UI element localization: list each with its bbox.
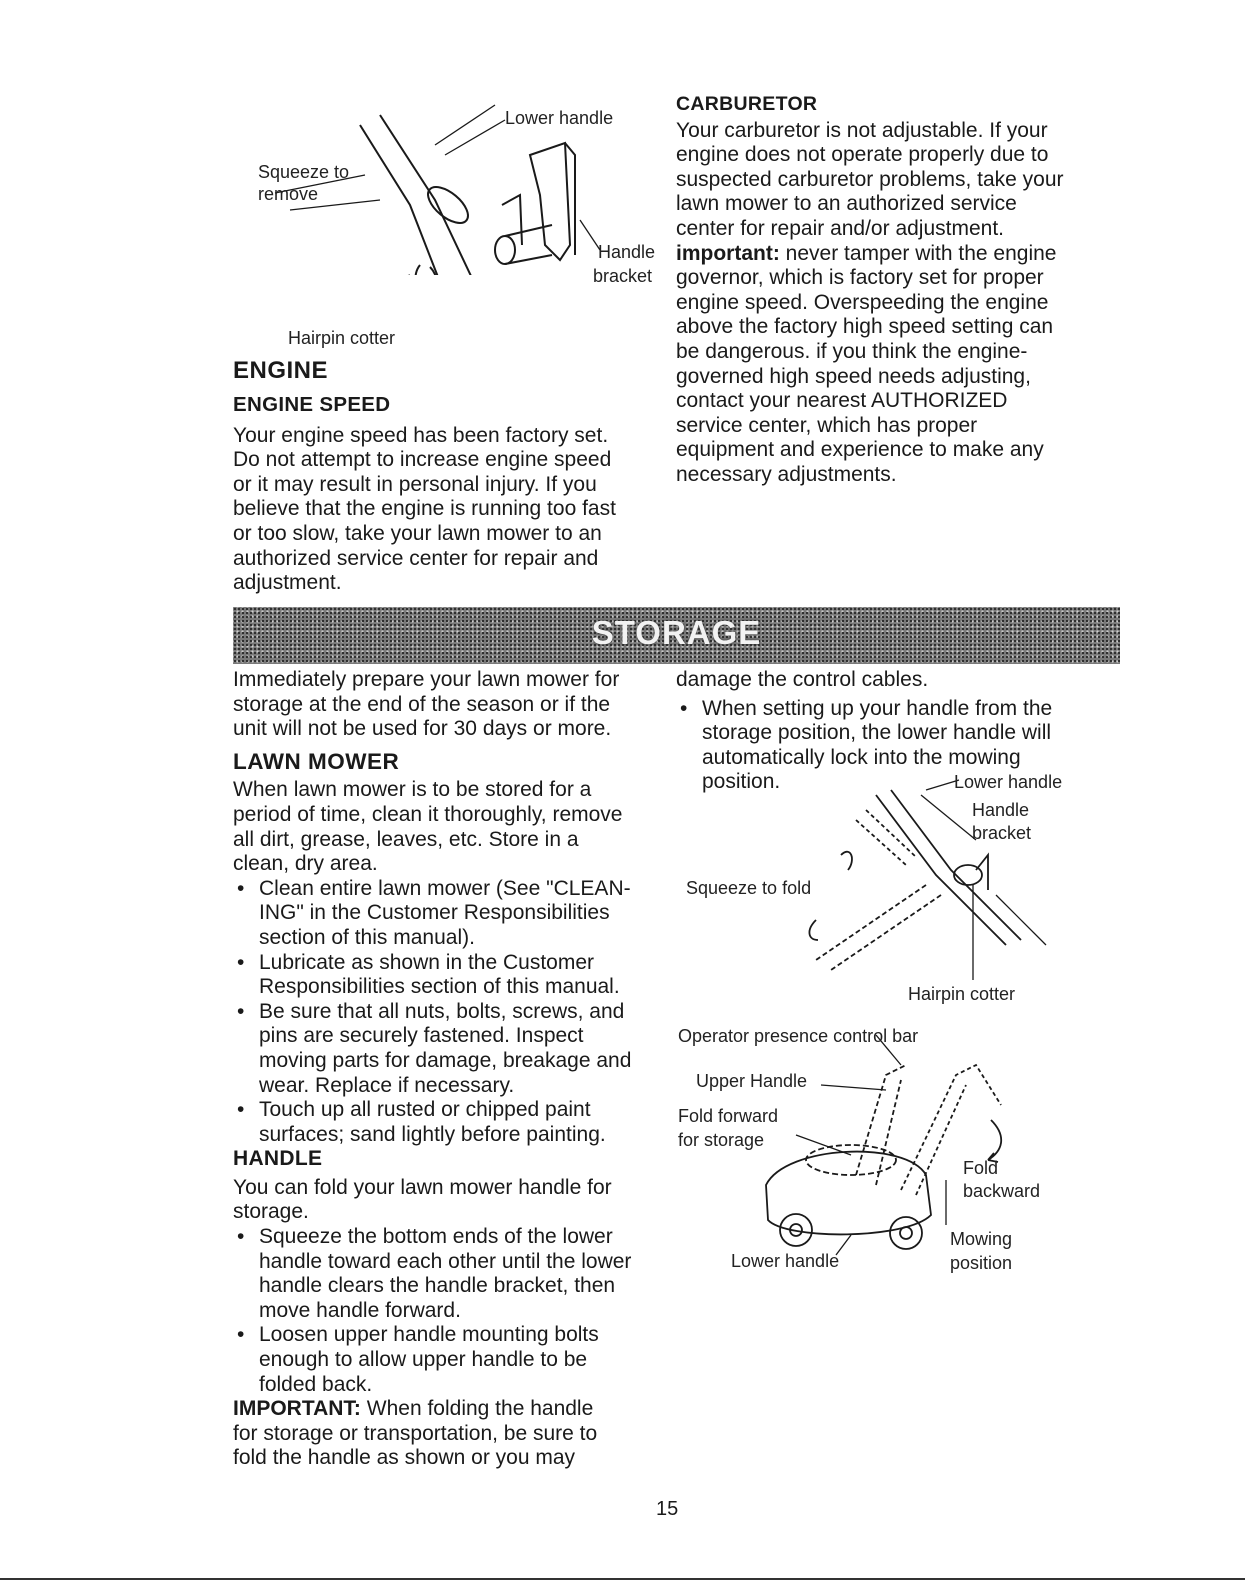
bullet-line: folded back. [259,1372,373,1396]
engine-line: Do not attempt to increase engine speed [233,448,612,472]
bullet-line: move handle forward. [259,1298,461,1322]
bullet-line: Responsibilities section of this manual. [259,975,620,999]
handle-line: storage. [233,1200,309,1224]
carburetor-line: be dangerous. if you think the engine- [676,339,1028,363]
engine-line: believe that the engine is running too fast [233,497,616,521]
important-text: never tamper with the engine [779,241,1057,265]
lawn-mower-line: When lawn mower is to be stored for a [233,778,592,802]
important-text: When folding the handle [360,1397,594,1421]
bullet-line: handle clears the handle bracket, then [259,1274,616,1298]
squeeze-label-1: Squeeze to [258,162,350,182]
mowing-position-label-2: position [950,1253,1013,1273]
mower-lower-handle-label: Lower handle [731,1251,840,1271]
carburetor-important [676,242,1116,267]
list-item [233,1323,663,1397]
lawn-mower-line: period of time, clean it thoroughly, remove [233,802,623,826]
page-number: 15 [656,1498,679,1520]
carburetor-line: above the factory high speed setting can [676,315,1054,339]
carburetor-line: contact your nearest AUTHORIZED [676,389,1008,413]
bullet-line: • Loosen upper handle mounting bolts [259,1323,599,1347]
bullet-line: • When setting up your handle from the [702,696,1053,720]
handle-important [233,1397,663,1422]
storage-banner-title: STORAGE [591,614,762,651]
carburetor-line: center for repair and/or adjustment. [676,216,1005,240]
squeeze-label-2: remove [258,184,319,204]
bullet-line: ING" in the Customer Responsibilities [259,901,610,925]
fold-forward-label-1: Fold forward [678,1106,779,1126]
list-item [233,877,663,951]
figure-mower-fold [676,1025,1116,1295]
bullet-line: • Clean entire lawn mower (See "CLEAN- [259,876,631,900]
bullet-line: handle toward each other until the lower [259,1249,632,1273]
fold-backward-label-2: backward [963,1181,1041,1201]
mowing-position-label-1: Mowing [950,1229,1013,1249]
fold-lower-handle-label: Lower handle [954,772,1063,792]
handle-heading: HANDLE [233,1147,323,1171]
bullet-line: surfaces; sand lightly before painting. [259,1122,606,1146]
list-item [233,1000,663,1098]
handle-line: for storage or transportation, be sure to [233,1421,598,1445]
handle-bracket-label-1: Handle [598,242,656,262]
lawn-mower-bullets [233,877,663,1148]
bullet-line: • Lubricate as shown in the Customer [259,950,595,974]
handle-bullets [233,1225,663,1397]
carburetor-line: Your carburetor is not adjustable. If your [676,118,1048,142]
carburetor-line: governor, which is factory set for proper [676,266,1044,290]
bullet-line: automatically lock into the mowing [702,745,1021,769]
storage-left-column [233,668,663,1471]
fold-forward-label-2: for storage [678,1130,765,1150]
squeeze-to-fold-label: Squeeze to fold [686,878,812,898]
list-item [233,1098,663,1147]
upper-handle-label: Upper Handle [696,1071,808,1091]
continuation-line: damage the control cables. [676,668,929,691]
carburetor-line: lawn mower to an authorized service [676,192,1017,216]
carburetor-line: equipment and experience to make any [676,438,1044,462]
bullet-line: enough to allow upper handle to be [259,1348,588,1372]
storage-intro-line: unit will not be used for 30 days or more. [233,717,612,741]
lawn-mower-heading: LAWN MOWER [233,748,400,774]
bullet-line: wear. Replace if necessary. [259,1073,515,1097]
page-bottom-rule [0,1578,1245,1580]
engine-line: or too slow, take your lawn mower to an [233,521,602,545]
engine-line: Your engine speed has been factory set. [233,423,609,447]
bullet-line: moving parts for damage, breakage and [259,1048,632,1072]
bullet-line: • Be sure that all nuts, bolts, screws, and [259,999,625,1023]
storage-intro-line: Immediately prepare your lawn mower for [233,668,620,691]
engine-section [233,359,663,384]
list-item [233,951,663,1000]
fold-handle-bracket-label-1: Handle [972,800,1030,820]
bullet-line: section of this manual). [259,925,475,949]
carburetor-heading: CARBURETOR [676,93,818,115]
important-label: important: [676,241,780,265]
carburetor-line: engine speed. Overspeeding the engine [676,290,1049,314]
figure-fold-handle [676,765,1116,1015]
list-item [233,1225,663,1323]
hairpin-cotter-label: Hairpin cotter [288,328,396,348]
handle-line: You can fold your lawn mower handle for [233,1175,612,1199]
storage-banner [233,607,1120,664]
bullet-line: • Squeeze the bottom ends of the lower [259,1225,613,1249]
carburetor-section [676,92,1116,488]
carburetor-line: suspected carburetor problems, take your [676,167,1064,191]
engine-speed-section [233,393,663,596]
operator-bar-label: Operator presence control bar [678,1026,919,1046]
carburetor-line: engine does not operate properly due to [676,143,1049,167]
fold-backward-label-1: Fold [963,1158,999,1178]
lawn-mower-line: all dirt, grease, leaves, etc. Store in a [233,827,579,851]
carburetor-line: service center, which has proper [676,413,978,437]
carburetor-line: governed high speed needs adjusting, [676,364,1031,388]
handle-bracket-label-2: bracket [593,266,653,286]
lawn-mower-line: clean, dry area. [233,852,378,876]
storage-intro-line: storage at the end of the season or if the [233,692,611,716]
fold-hairpin-cotter-label: Hairpin cotter [908,984,1016,1004]
bullet-line: pins are securely fastened. Inspect [259,1024,584,1048]
engine-line: or it may result in personal injury. If you [233,472,597,496]
engine-heading: ENGINE [233,357,329,384]
important-label: IMPORTANT: [233,1397,361,1421]
carburetor-line: necessary adjustments. [676,462,897,486]
bullet-line: position. [702,770,781,794]
fold-handle-bracket-label-2: bracket [972,823,1032,843]
figure-handle-bracket [240,95,660,348]
bullet-line: storage position, the lower handle will [702,721,1052,745]
engine-line: adjustment. [233,571,342,595]
lower-handle-label: Lower handle [505,108,614,128]
handle-line: fold the handle as shown or you may [233,1446,576,1470]
engine-line: authorized service center for repair and [233,546,599,570]
bullet-line: • Touch up all rusted or chipped paint [259,1098,591,1122]
engine-speed-heading: ENGINE SPEED [233,393,391,416]
